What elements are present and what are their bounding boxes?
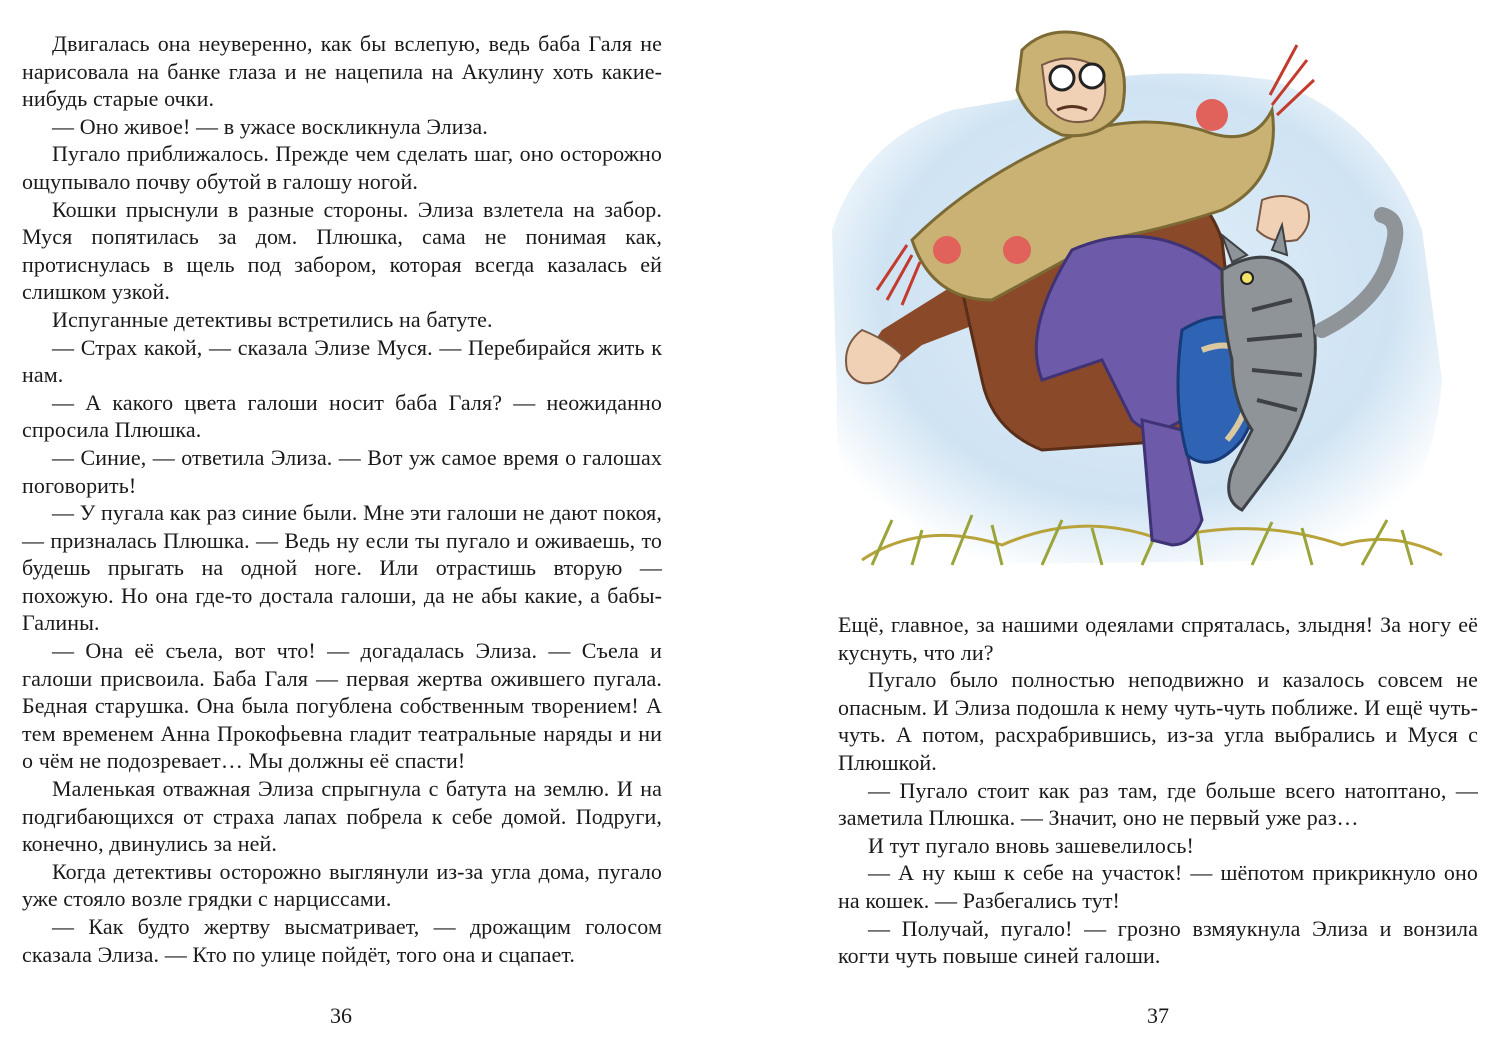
paragraph-continuation: Ещё, главное, за нашими одеялами спряталась, злыдня! За ногу её куснуть, что ли? bbox=[838, 612, 1478, 665]
paragraph: Двигалась она неуверенно, как бы вслепую, ведь баба Галя не нарисовала на банке глаза и не нацепила на Акулину хоть какие-нибудь старые очки. bbox=[22, 31, 662, 112]
glasses-icon bbox=[1080, 64, 1104, 88]
scarecrow-cat-illustration bbox=[802, 0, 1458, 585]
paragraph: Кошки прыснули в разные стороны. Элиза взлетела на забор. Муся попятилась за дом. Плюшка, сама не понимая как, протиснулась в щель под забором, которая всегда казалась ей слишком узкой. bbox=[22, 196, 662, 305]
paragraph: — Как будто жертву высматривает, — дрожащим голосом сказала Элиза. — Кто по улице пойдёт, того она и сцапает. bbox=[22, 914, 662, 967]
rose-pattern bbox=[1003, 236, 1031, 264]
paragraph: — Синие, — ответила Элиза. — Вот уж самое время о галошах поговорить! bbox=[22, 444, 662, 498]
rose-pattern bbox=[933, 236, 961, 264]
paragraph: — Она её съела, вот что! — догадалась Элиза. — Съела и галоши присвоила. Баба Галя — первая жертва ожившего пугала. Бедная старушка. Она была погублена собственным творением! А тем временем Анна Прокофьевна гладит театральные наряды и ни о чём не подозревает… Мы должны её спасти! bbox=[22, 638, 662, 774]
paragraph: — А ну кыш к себе на участок! — шёпотом прикрикнуло оно на кошек. — Разбегались тут! bbox=[838, 860, 1478, 913]
page-number: 37 bbox=[1147, 1003, 1169, 1028]
page-number: 36 bbox=[330, 1003, 352, 1028]
paragraph: Испуганные детективы встретились на батуте. bbox=[52, 306, 493, 332]
paragraph: И тут пугало вновь зашевелилось! bbox=[868, 832, 1194, 858]
paragraph: Когда детективы осторожно выглянули из-за угла дома, пугало уже стояло возле грядки с нарциссами. bbox=[22, 858, 662, 912]
paragraph: — У пугала как раз синие были. Мне эти галоши не дают покоя, — призналась Плюшка. — Ведь ну если ты пугало и оживаешь, то будешь прыгать на одной ноге. Или отрастишь вторую — похожую. Но она где-то достала галоши, да не абы какие, а бабы-Галины. bbox=[22, 500, 662, 636]
glasses-icon bbox=[1050, 66, 1074, 90]
left-page-text bbox=[22, 30, 662, 968]
right-page bbox=[750, 0, 1500, 1043]
right-page-text bbox=[838, 611, 1478, 970]
paragraph: Маленькая отважная Элиза спрыгнула с батута на землю. И на подгибающихся от страха лапах побрела к себе домой. Подруги, конечно, двинулись за ней. bbox=[22, 776, 662, 857]
paragraph: — А какого цвета галоши носит баба Галя? — неожиданно спросила Плюшка. bbox=[22, 389, 662, 443]
paragraph: — Оно живое! — в ужасе воскликнула Элиза. bbox=[52, 113, 488, 139]
paragraph: Пугало приближалось. Прежде чем сделать шаг, оно осторожно ощупывало почву обутой в галошу ногой. bbox=[22, 141, 662, 194]
rose-pattern bbox=[1196, 99, 1228, 131]
paragraph: Пугало было полностью неподвижно и казалось совсем не опасным. И Элиза подошла к нему чуть-чуть поближе. И ещё чуть-чуть. А потом, расхрабрившись, из-за угла выбрались и Муся с Плюшкой. bbox=[838, 667, 1478, 775]
paragraph: — Пугало стоит как раз там, где больше всего натоптано, — заметила Плюшка. — Значит, оно не первый уже раз… bbox=[838, 777, 1478, 831]
paragraph: — Получай, пугало! — грозно взмяукнула Элиза и вонзила когти чуть повыше синей галоши. bbox=[838, 915, 1478, 969]
paragraph: — Страх какой, — сказала Элизе Муся. — Перебирайся жить к нам. bbox=[22, 334, 662, 388]
cat-eye bbox=[1241, 272, 1253, 284]
